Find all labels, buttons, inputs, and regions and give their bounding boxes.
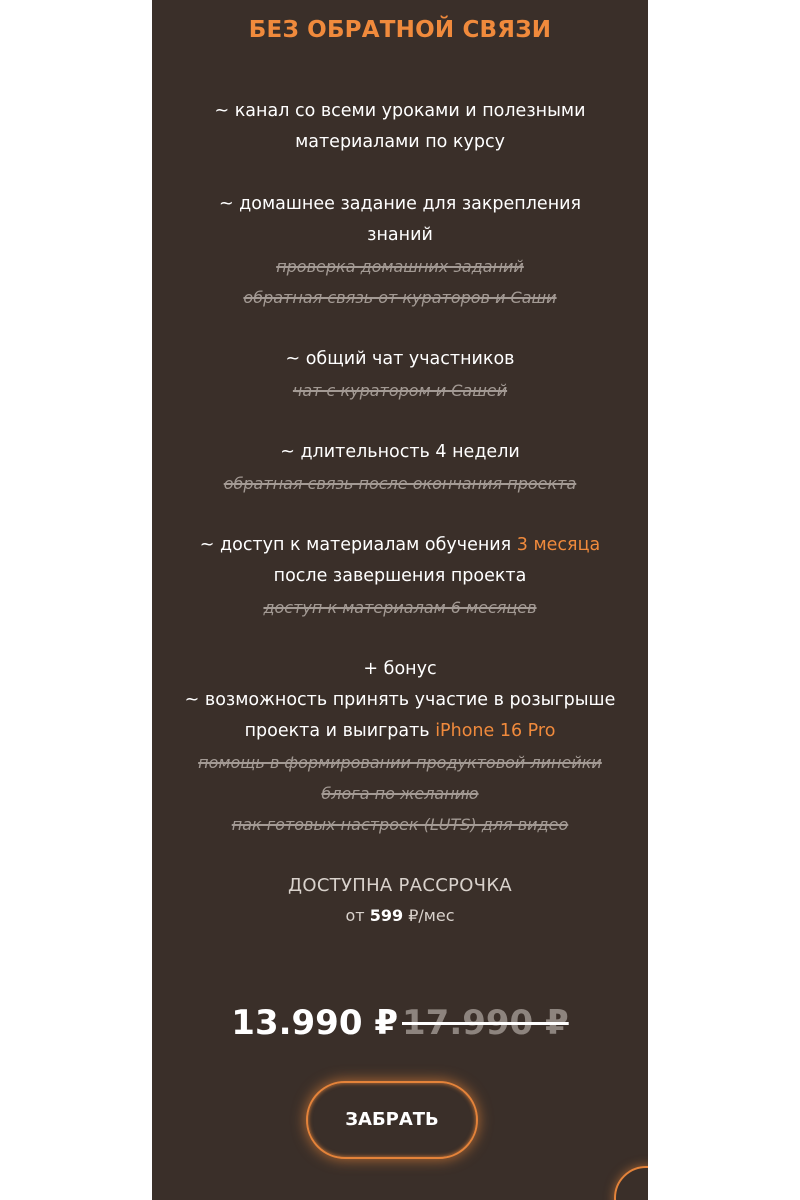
feature-group-chat: [152, 344, 648, 406]
feature-group-access: [152, 530, 648, 623]
price-row: [152, 995, 648, 1051]
feature-line: ~ домашнее задание для закрепления: [218, 194, 582, 214]
installment-title: ДОСТУПНА РАССРОЧКА: [287, 875, 513, 896]
feature-group-homework: [152, 189, 648, 313]
installment-amount: 599: [369, 906, 404, 925]
excluded-feature: обратная связь после окончания проекта: [223, 474, 577, 493]
installment-suffix: ₽/мес: [408, 906, 455, 925]
excluded-feature: чат с куратором и Сашей: [292, 381, 508, 400]
feature-line-text: ~ доступ к материалам обучения: [199, 535, 517, 555]
feature-group-bonus: [152, 654, 648, 840]
excluded-feature: обратная связь от кураторов и Саши: [243, 288, 557, 307]
excluded-feature: помощь в формировании продуктовой линейки: [198, 753, 602, 772]
feature-line: после завершения проекта: [273, 566, 527, 586]
excluded-feature: доступ к материалам 6 месяцев: [263, 598, 537, 617]
access-period-highlight: 3 месяца: [516, 535, 601, 555]
feature-line: ~ канал со всеми уроками и полезными: [214, 101, 586, 121]
feature-line-prize: [152, 716, 648, 747]
feature-line-access: [152, 530, 648, 561]
bonus-label: + бонус: [363, 659, 437, 679]
current-price: 13.990 ₽: [231, 1003, 398, 1043]
excluded-feature: блога по желанию: [321, 784, 479, 803]
tariff-title: БЕЗ ОБРАТНОЙ СВЯЗИ: [248, 17, 552, 43]
old-price: 17.990 ₽: [402, 1003, 569, 1043]
feature-line: ~ общий чат участников: [285, 349, 515, 369]
feature-line: материалами по курсу: [295, 132, 505, 152]
excluded-feature: проверка домашних заданий: [276, 257, 524, 276]
feature-line: ~ длительность 4 недели: [280, 442, 520, 462]
buy-button[interactable]: ЗАБРАТЬ: [306, 1081, 478, 1159]
feature-group-duration: [152, 437, 648, 499]
feature-line: знаний: [367, 225, 433, 245]
installment-prefix: от: [345, 906, 365, 925]
installment-price: [152, 901, 648, 931]
feature-line-text: проекта и выиграть: [244, 721, 436, 741]
tariff-card: [152, 0, 648, 1200]
feature-line: ~ возможность принять участие в розыгрыше: [184, 690, 616, 710]
prize-highlight: iPhone 16 Pro: [435, 721, 556, 741]
installment-info: [152, 871, 648, 931]
feature-list: [152, 96, 648, 840]
feature-group-channel: [152, 96, 648, 158]
excluded-feature: пак готовых настроек (LUTS) для видео: [231, 815, 569, 834]
